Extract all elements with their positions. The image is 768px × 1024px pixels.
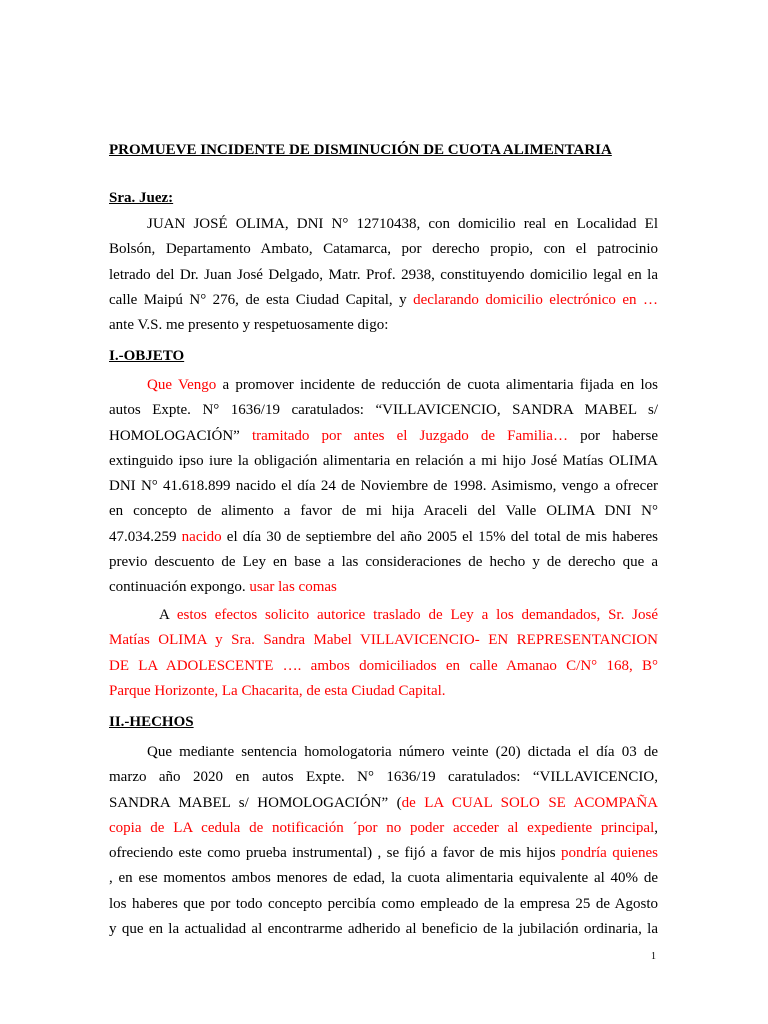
- intro-line: letrado del Dr. Juan José Delgado, Matr. Prof. 2938, constituyendo domicilio legal en la: [109, 266, 658, 283]
- intro-line: JUAN JOSÉ OLIMA, DNI N° 12710438, con domicilio real en Localidad El: [147, 216, 658, 232]
- paragraph-line: DE LA ADOLESCENTE …. ambos domiciliados en calle Amanao C/N° 168, B°: [109, 657, 658, 674]
- paragraph-line: ofreciendo este como prueba instrumental) , se fijó a favor de mis hijos pondría quienes: [109, 845, 659, 862]
- intro-paragraph: [109, 212, 658, 338]
- paragraph-line: SANDRA MABEL s/ HOMOLOGACIÓN” (de LA CUAL SOLO SE ACOMPAÑA: [109, 794, 658, 811]
- paragraph-line: 47.034.259 nacido el día 30 de septiembre del año 2005 el 15% del total de mis haberes: [109, 528, 658, 545]
- annotation-text: copia de LA cedula de notificación ´por no poder acceder al expediente principal: [109, 819, 655, 836]
- annotation-text: declarando domicilio electrónico en …: [413, 291, 658, 308]
- hechos-paragraph-1: [109, 740, 658, 942]
- paragraph-line: Que Vengo a promover incidente de reducción de cuota alimentaria fijada en los: [147, 377, 658, 393]
- objeto-paragraph-2: [109, 603, 658, 704]
- annotation-text: Que Vengo: [147, 377, 217, 393]
- objeto-paragraph-1: [109, 373, 658, 601]
- annotation-text: de LA CUAL SOLO SE ACOMPAÑA: [401, 794, 658, 811]
- paragraph-line: los haberes que por todo concepto percibía como empleado de la empresa 25 de Agosto: [109, 895, 658, 912]
- greeting: Sra. Juez:: [109, 190, 174, 206]
- paragraph-line: extinguido ipso iure la obligación alimentaria en relación a mi hijo José Matías OLIMA: [109, 452, 658, 469]
- paragraph-line: en concepto de alimento a favor de mi hija Araceli del Valle OLIMA DNI N°: [109, 503, 658, 520]
- section-heading-hechos: II.-HECHOS: [109, 714, 194, 730]
- page-number: 1: [651, 951, 656, 962]
- paragraph-line: previo descuento de Ley en base a las consideraciones de hecho y de derecho que a: [109, 554, 658, 571]
- paragraph-line: autos Expte. N° 1636/19 caratulados: “VILLAVICENCIO, SANDRA MABEL s/: [109, 402, 658, 419]
- paragraph-line: A estos efectos solicito autorice traslado de Ley a los demandados, Sr. José: [159, 607, 658, 623]
- paragraph-line: Matías OLIMA y Sra. Sandra Mabel VILLAVICENCIO- EN REPRESENTANCION: [109, 632, 658, 649]
- intro-line: ante V.S. me presento y respetuosamente digo:: [109, 317, 389, 334]
- annotation-text: usar las comas: [249, 579, 337, 596]
- intro-line: Bolsón, Departamento Ambato, Catamarca, por derecho propio, con el patrocinio: [109, 241, 658, 258]
- paragraph-line: Parque Horizonte, La Chacarita, de esta Ciudad Capital.: [109, 682, 446, 699]
- annotation-text: nacido: [181, 528, 222, 545]
- paragraph-line: copia de LA cedula de notificación ´por no poder acceder al expediente principal,: [109, 819, 658, 836]
- paragraph-line: y que en la actualidad al encontrarme adherido al beneficio de la jubilación ordinaria, la: [109, 921, 658, 938]
- paragraph-line: , en ese momentos ambos menores de edad, la cuota alimentaria equivalente al 40% de: [109, 870, 658, 887]
- document-title: PROMUEVE INCIDENTE DE DISMINUCIÓN DE CUOTA ALIMENTARIA: [109, 142, 612, 158]
- paragraph-line: Que mediante sentencia homologatoria número veinte (20) dictada el día 03 de: [147, 744, 658, 760]
- section-heading-objeto: I.-OBJETO: [109, 348, 185, 364]
- paragraph-line: HOMOLOGACIÓN” tramitado por antes el Juzgado de Familia… por haberse: [109, 427, 658, 444]
- intro-line: calle Maipú N° 276, de esta Ciudad Capital, y declarando domicilio electrónico en …: [109, 291, 658, 308]
- paragraph-line: marzo año 2020 en autos Expte. N° 1636/19 caratulados: “VILLAVICENCIO,: [109, 769, 658, 786]
- annotation-text: pondría quienes: [560, 845, 659, 862]
- annotation-text: estos efectos solicito autorice traslado de Ley a los demandados, Sr. José: [176, 607, 658, 623]
- paragraph-line: continuación expongo. usar las comas: [109, 579, 337, 596]
- annotation-text: tramitado por antes el Juzgado de Familia…: [251, 427, 568, 444]
- paragraph-line: DNI N° 41.618.899 nacido el día 24 de Noviembre de 1998. Asimismo, vengo a ofrecer: [109, 478, 658, 495]
